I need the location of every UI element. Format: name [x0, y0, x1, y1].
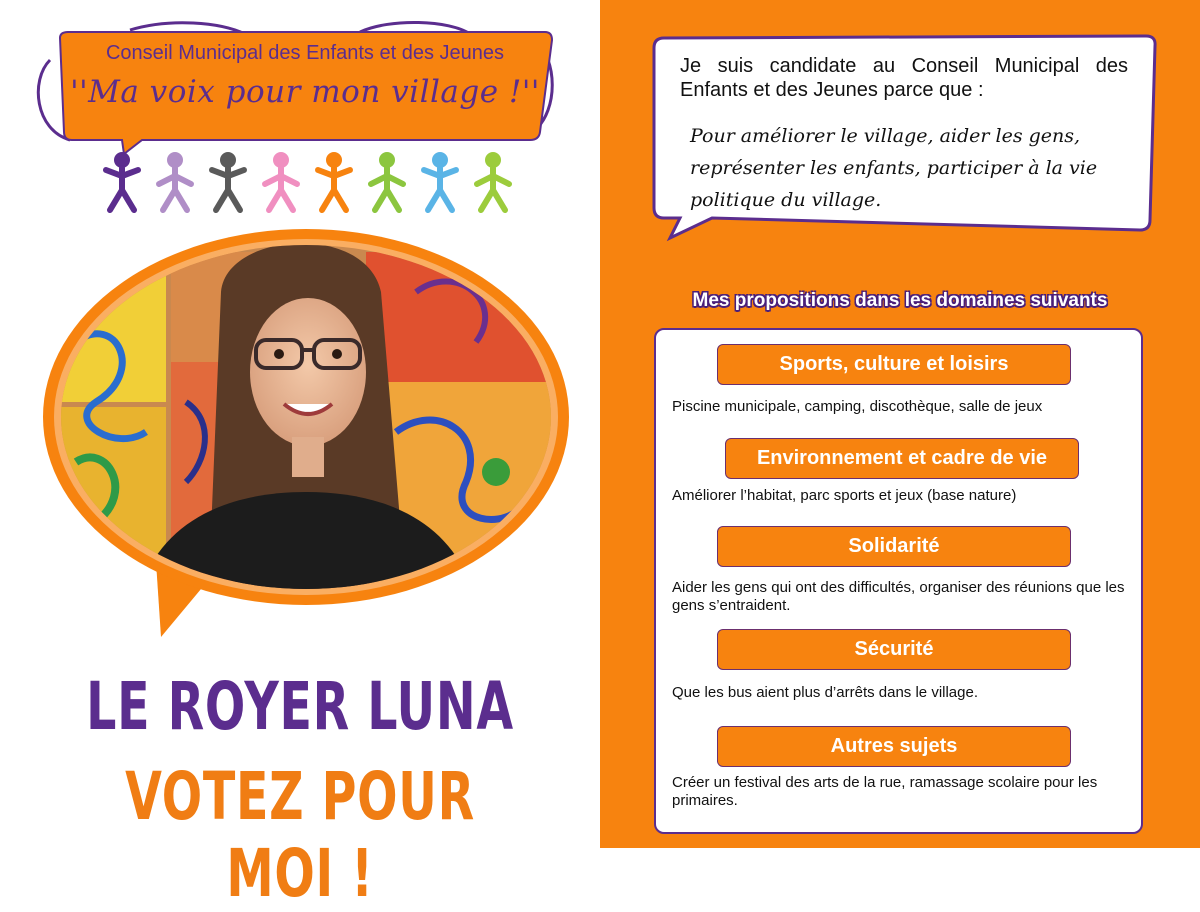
- orange-kid-icon: [318, 152, 350, 210]
- statement-bubble: [650, 32, 1158, 240]
- proposals-card: [654, 328, 1143, 834]
- domain-solidarity-text: Aider les gens qui ont des difficultés, organiser des réunions que les gens s’entraident.: [672, 579, 1125, 614]
- blue-kid-icon: [424, 152, 456, 210]
- domain-sports-text: Piscine municipale, camping, discothèque, salle de jeux: [672, 398, 1043, 415]
- candidate-name: LE ROYER LUNA: [86, 668, 514, 745]
- kids-icon-row: [96, 150, 526, 216]
- header-speech-bubble: [30, 20, 560, 155]
- slogan: ''Ma voix pour mon village !'': [70, 74, 540, 110]
- domain-environment-label: Environnement et cadre de vie: [725, 438, 1079, 479]
- council-title: Conseil Municipal des Enfants et des Jeunes: [105, 42, 504, 64]
- lilac-kid-icon: [159, 152, 191, 210]
- statement-intro: Je suis candidate au Conseil Municipal des Enfants et des Jeunes parce que :: [680, 55, 1128, 101]
- photo-oval-frame: [36, 232, 576, 642]
- domain-environment-text: Améliorer l’habitat, parc sports et jeux (base nature): [672, 487, 1017, 504]
- domain-security-text: Que les bus aient plus d’arrêts dans le village.: [672, 684, 979, 701]
- lime-kid-icon: [477, 152, 509, 210]
- domain-solidarity-label: Solidarité: [717, 526, 1071, 567]
- proposals-title: Mes propositions dans les domaines suivants: [692, 290, 1108, 311]
- domain-sports-label: Sports, culture et loisirs: [717, 344, 1071, 385]
- pink-kid-icon: [265, 152, 297, 210]
- domain-other-label: Autres sujets: [717, 726, 1071, 767]
- green-kid-icon: [371, 152, 403, 210]
- grey-kid-icon: [212, 152, 244, 210]
- purple-kid-icon: [106, 152, 138, 210]
- domain-security-label: Sécurité: [717, 629, 1071, 670]
- candidate-photo: [36, 232, 576, 642]
- call-to-action: VOTEZ POUR MOI !: [125, 758, 475, 912]
- statement-reason: Pour améliorer le village, aider les gens, représenter les enfants, participer à la vie politique du village.: [690, 125, 1098, 211]
- kids-figures: [96, 150, 526, 216]
- right-panel: [600, 0, 1200, 848]
- domain-other-text: Créer un festival des arts de la rue, ramassage scolaire pour les primaires.: [672, 774, 1098, 809]
